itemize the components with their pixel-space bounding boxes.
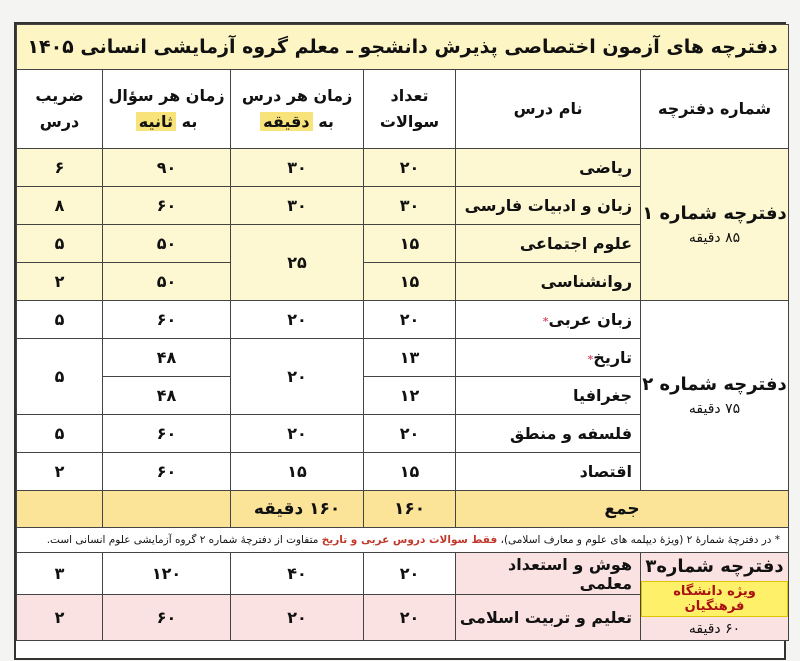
question-time: ۶۰ (103, 453, 231, 491)
lesson-time: ۲۰ (231, 595, 364, 641)
lesson-time: ۳۰ (231, 149, 364, 187)
coefficient: ۵ (17, 339, 103, 415)
question-time: ۹۰ (103, 149, 231, 187)
question-count: ۲۰ (364, 301, 456, 339)
question-count: ۱۳ (364, 339, 456, 377)
subject-name: زبان عربی* (456, 301, 641, 339)
booklet-3-badge: ویژه دانشگاه فرهنگیان (641, 581, 788, 617)
subject-name: تاریخ* (456, 339, 641, 377)
coefficient: ۶ (17, 149, 103, 187)
unit-minute-highlight: دقیقه (260, 112, 312, 131)
coefficient: ۳ (17, 553, 103, 595)
booklet-3-cell (641, 553, 789, 641)
question-count: ۱۵ (364, 453, 456, 491)
coefficient: ۵ (17, 225, 103, 263)
subject-name: فلسفه و منطق (456, 415, 641, 453)
question-count: ۲۰ (364, 149, 456, 187)
question-count: ۱۵ (364, 263, 456, 301)
lesson-time: ۱۵ (231, 453, 364, 491)
header-count: تعداد سوالات (364, 70, 456, 149)
footnote-emphasis: فقط سوالات دروس عربی و تاریخ (321, 534, 498, 546)
coefficient: ۵ (17, 301, 103, 339)
question-time: ۶۰ (103, 595, 231, 641)
subject-name: تعلیم و تربیت اسلامی (456, 595, 641, 641)
lesson-time: ۲۰ (231, 339, 364, 415)
question-count: ۲۰ (364, 595, 456, 641)
sum-empty-1 (103, 491, 231, 528)
subject-name: هوش و استعداد معلمی (456, 553, 641, 595)
page-title: دفترچه های آزمون اختصاصی پذیرش دانشجو ـ معلم گروه آزمایشی انسانی ۱۴۰۵ (17, 25, 789, 70)
sum-time: ۱۶۰ دقیقه (231, 491, 364, 528)
question-time: ۶۰ (103, 187, 231, 225)
question-count: ۱۲ (364, 377, 456, 415)
booklet-3-duration: ۶۰ دقیقه (688, 621, 741, 637)
lesson-time: ۴۰ (231, 553, 364, 595)
subject-name: علوم اجتماعی (456, 225, 641, 263)
booklet-2-name: دفترچه شماره ۲ (642, 374, 787, 395)
coefficient: ۲ (17, 453, 103, 491)
coefficient: ۵ (17, 415, 103, 453)
asterisk-mark: * (542, 315, 549, 328)
booklet-1-duration: ۸۵ دقیقه (688, 230, 741, 246)
footnote: * در دفترچهٔ شمارهٔ ۲ (ویژهٔ دیپلمه های علوم و معارف اسلامی)، فقط سوالات دروس عربی و تاریخ متفاوت از دفترچهٔ شماره ۲ گروه آزمایشی علوم انسانی است. (17, 528, 789, 553)
question-time: ۵۰ (103, 263, 231, 301)
question-time: ۴۸ (103, 377, 231, 415)
subject-name: جغرافیا (456, 377, 641, 415)
booklet-2-cell (641, 301, 789, 491)
lesson-time: ۲۵ (231, 225, 364, 301)
sum-empty-2 (17, 491, 103, 528)
subject-name: ریاضی (456, 149, 641, 187)
exam-booklet-sheet (14, 22, 786, 660)
header-lesson-time: زمان هر درس به دقیقه (231, 70, 364, 149)
header-coefficient: ضریب درس (17, 70, 103, 149)
subject-name: اقتصاد (456, 453, 641, 491)
question-time: ۵۰ (103, 225, 231, 263)
booklet-3-name: دفترچه شماره۳ (645, 556, 784, 577)
subject-name: روانشناسی (456, 263, 641, 301)
unit-second-highlight: ثانیه (136, 112, 176, 131)
question-time: ۶۰ (103, 301, 231, 339)
lesson-time: ۲۰ (231, 415, 364, 453)
coefficient: ۲ (17, 263, 103, 301)
question-count: ۲۰ (364, 415, 456, 453)
header-question-time: زمان هر سؤال به ثانیه (103, 70, 231, 149)
question-time: ۴۸ (103, 339, 231, 377)
question-count: ۱۵ (364, 225, 456, 263)
sum-count: ۱۶۰ (364, 491, 456, 528)
booklet-2-duration: ۷۵ دقیقه (688, 401, 741, 417)
lesson-time: ۲۰ (231, 301, 364, 339)
question-count: ۳۰ (364, 187, 456, 225)
question-time: ۶۰ (103, 415, 231, 453)
asterisk-mark: * (587, 353, 594, 366)
header-subject: نام درس (456, 70, 641, 149)
header-booklet: شماره دفترچه (641, 70, 789, 149)
coefficient: ۸ (17, 187, 103, 225)
coefficient: ۲ (17, 595, 103, 641)
question-count: ۲۰ (364, 553, 456, 595)
question-time: ۱۲۰ (103, 553, 231, 595)
sum-label: جمع (456, 491, 789, 528)
exam-table (16, 24, 789, 641)
booklet-1-name: دفترچه شماره ۱ (642, 203, 787, 224)
lesson-time: ۳۰ (231, 187, 364, 225)
subject-name: زبان و ادبیات فارسی (456, 187, 641, 225)
booklet-1-cell (641, 149, 789, 301)
